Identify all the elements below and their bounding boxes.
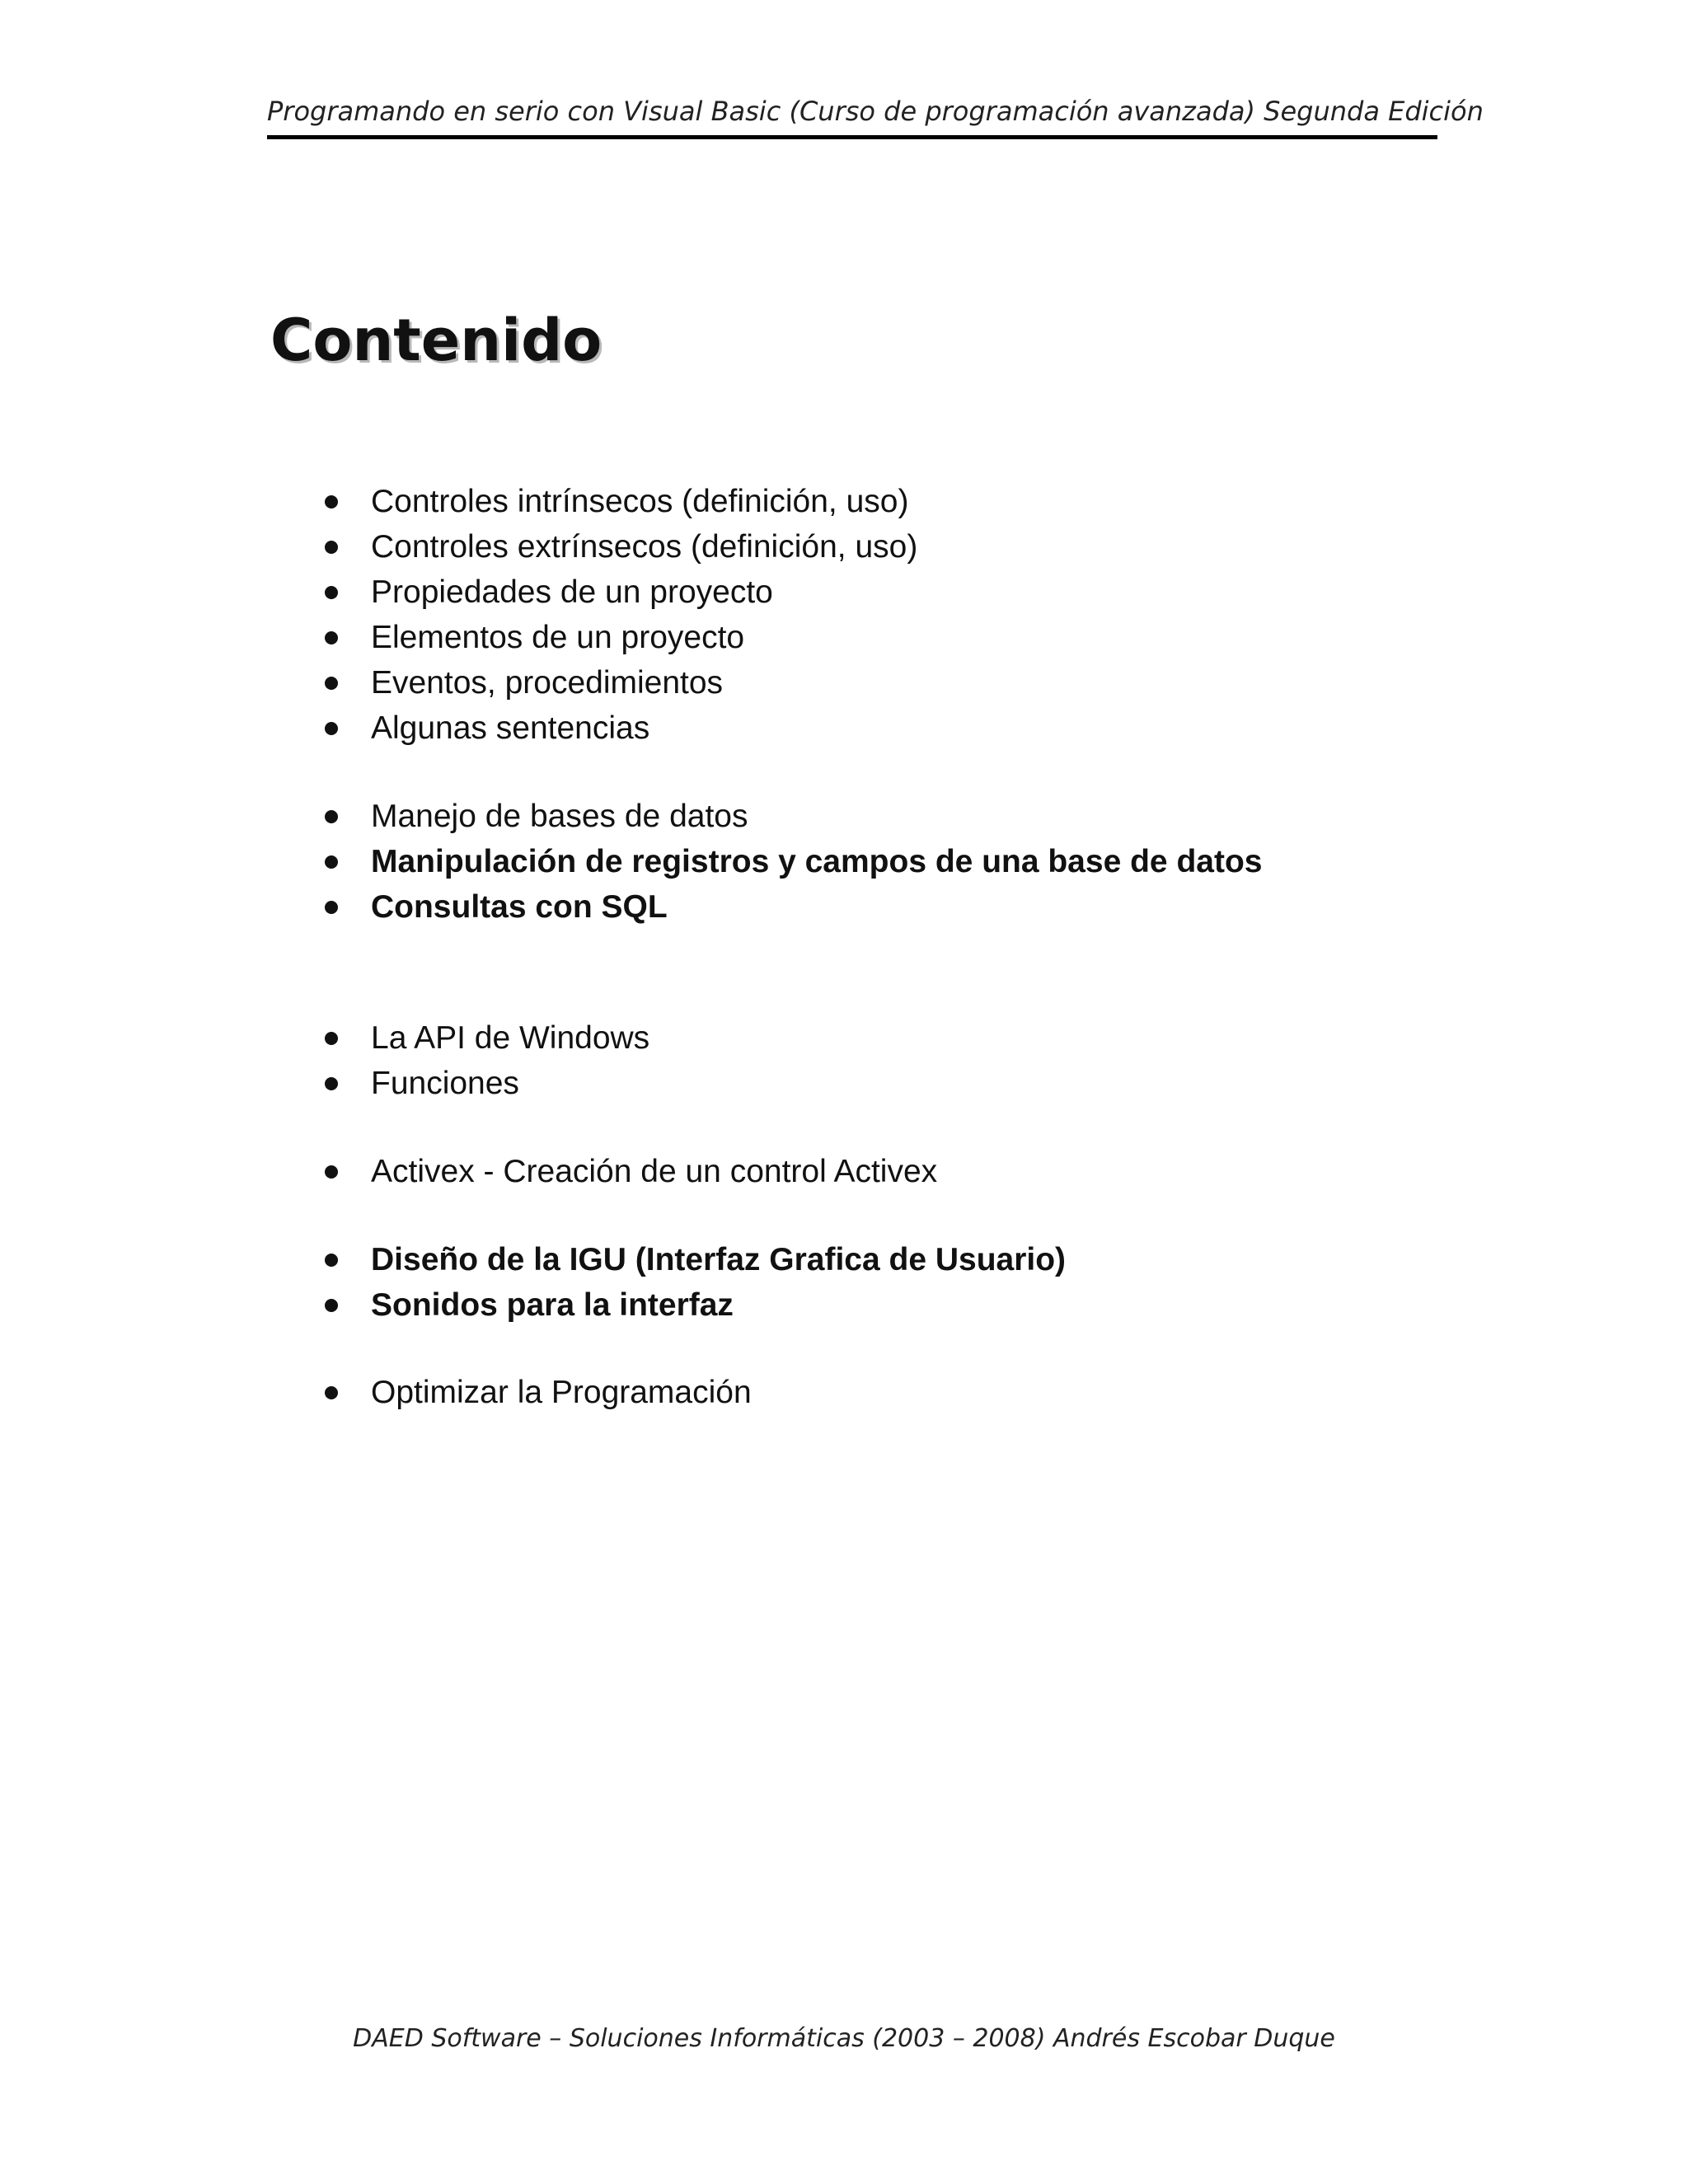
page-title: Contenido	[270, 307, 603, 374]
page-footer: DAED Software – Soluciones Informáticas (2003 – 2008) Andrés Escobar Duque	[353, 2024, 1335, 2053]
bullet-icon	[325, 855, 338, 869]
page-header	[267, 91, 1484, 139]
bullet-icon	[325, 631, 338, 644]
toc-item-label: Algunas sentencias	[371, 710, 650, 746]
bullet-icon	[325, 677, 338, 690]
toc-item	[321, 1149, 937, 1195]
bullet-icon	[325, 1165, 338, 1179]
toc-item	[321, 479, 908, 525]
bullet-icon	[325, 901, 338, 914]
toc-item-label: La API de Windows	[371, 1020, 650, 1056]
bullet-icon	[325, 1299, 338, 1312]
bullet-icon	[325, 1386, 338, 1399]
toc-item-label: Diseño de la IGU (Interfaz Grafica de Usuario)	[371, 1242, 1067, 1277]
toc-item-label: Sonidos para la interfaz	[371, 1287, 734, 1323]
toc-item-label: Eventos, procedimientos	[371, 665, 724, 701]
bullet-icon	[325, 1077, 338, 1090]
toc-item-label: Consultas con SQL	[371, 889, 668, 925]
bullet-icon	[325, 810, 338, 823]
bullet-icon	[325, 722, 338, 735]
toc-item	[321, 569, 773, 616]
toc-item	[321, 1370, 752, 1416]
toc-item	[321, 794, 748, 840]
toc-item	[321, 1015, 649, 1062]
toc-item-label: Controles intrínsecos (definición, uso)	[371, 484, 909, 519]
toc-item	[321, 839, 1262, 885]
toc-item-label: Optimizar la Programación	[371, 1375, 752, 1410]
bullet-icon	[325, 1032, 338, 1045]
toc-item	[321, 1061, 519, 1107]
toc-item	[321, 1237, 1066, 1283]
bullet-icon	[325, 1254, 338, 1267]
bullet-icon	[325, 586, 338, 599]
toc-item-label: Manejo de bases de datos	[371, 799, 748, 834]
toc-item	[321, 615, 744, 661]
toc-item-label: Funciones	[371, 1066, 519, 1101]
toc-item-label: Elementos de un proyecto	[371, 620, 745, 655]
toc-item	[321, 524, 917, 570]
toc-item	[321, 705, 649, 752]
bullet-icon	[325, 495, 338, 509]
toc-item	[321, 884, 668, 930]
toc-item-label: Manipulación de registros y campos de una base de datos	[371, 844, 1263, 879]
bullet-icon	[325, 541, 338, 554]
toc-item-label: Activex - Creación de un control Activex	[371, 1154, 938, 1189]
toc-item	[321, 660, 723, 706]
header-text: Programando en serio con Visual Basic (Curso de programación avanzada) Segunda Edición	[267, 96, 1484, 127]
toc-item-label: Propiedades de un proyecto	[371, 574, 773, 610]
toc-item-label: Controles extrínsecos (definición, uso)	[371, 529, 918, 565]
toc-item	[321, 1282, 734, 1329]
